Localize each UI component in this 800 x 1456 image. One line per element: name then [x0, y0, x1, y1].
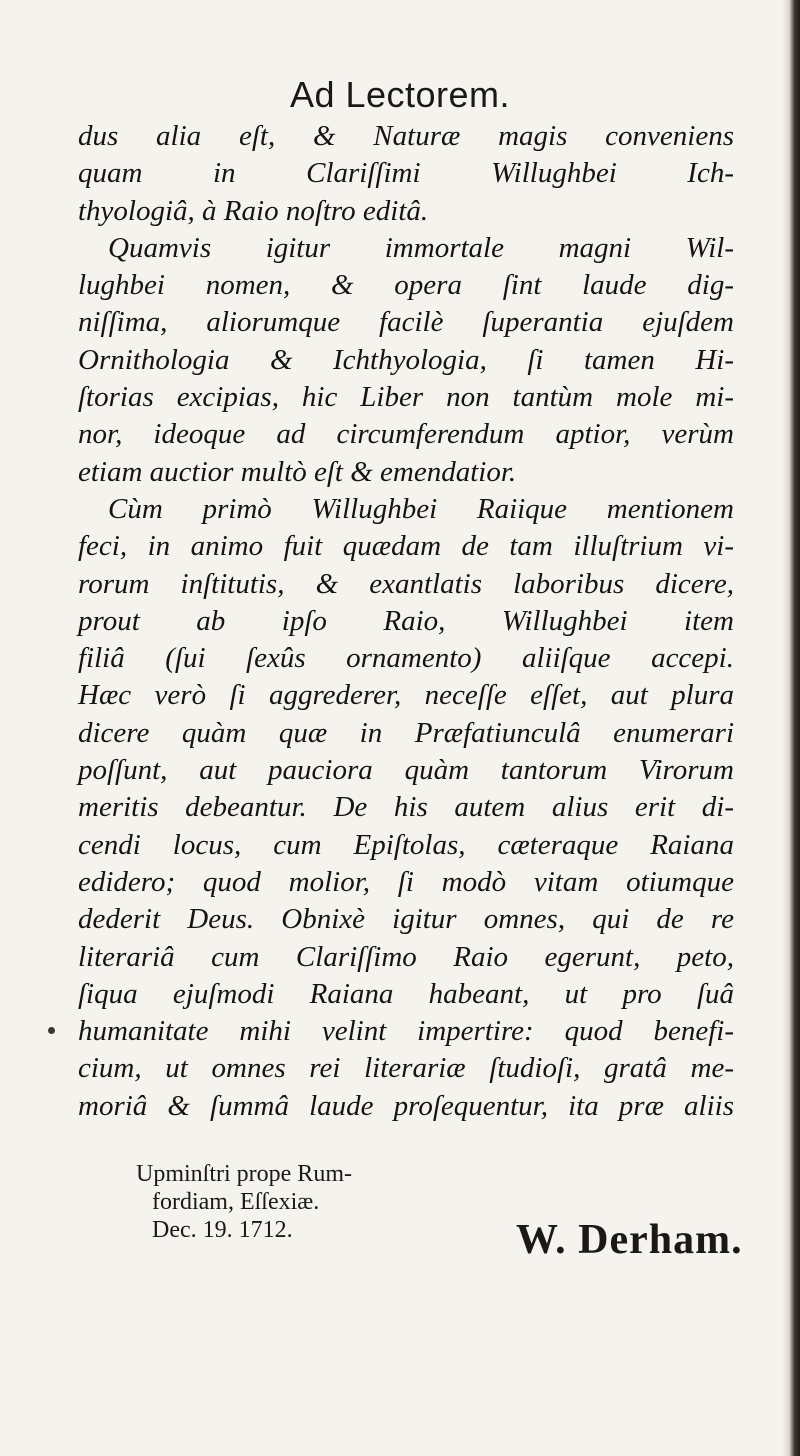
text-line: Ornithologia & Ichthyologia, ſi tamen Hi-: [78, 343, 734, 376]
text-line: nor, ideoque ad circumferendum aptior, verùm: [78, 418, 734, 451]
text-line: cendi locus, cum Epiſtolas, cæteraque Raiana: [78, 828, 734, 861]
text-line: literariâ cum Clariſſimo Raio egerunt, peto,: [78, 940, 734, 973]
place-line: Upminſtri prope Rum-: [136, 1161, 352, 1187]
text-line: meritis debeantur. De his autem alius erit di-: [78, 791, 734, 824]
text-line: cium, ut omnes rei literariæ ſtudioſi, gratâ me-: [78, 1052, 734, 1085]
body-text: [78, 118, 734, 1125]
text-line: Hæc verò ſi aggrederer, neceſſe eſſet, aut plura: [78, 679, 734, 712]
text-line: thyologiâ, à Raio noſtro editâ.: [78, 194, 429, 227]
text-line: edidero; quod molior, ſi modò vitam otiumque: [78, 865, 734, 898]
date-line: Dec. 19. 1712.: [152, 1217, 293, 1243]
page-edge-shadow: [782, 0, 800, 1456]
text-line: lughbei nomen, & opera ſint laude dig-: [78, 269, 734, 302]
text-line: ſiqua ejuſmodi Raiana habeant, ut pro ſuâ: [78, 977, 734, 1010]
text-line: ſtorias excipias, hic Liber non tantùm mole mi-: [78, 381, 734, 414]
text-line: Quamvis igitur immortale magni Wil-: [108, 231, 734, 264]
footer-place-date: [136, 1160, 352, 1244]
text-line: quam in Clariſſimi Willughbei Ich-: [78, 157, 734, 190]
page-header: Ad Lectorem.: [289, 74, 511, 115]
text-line: etiam auctior multò eſt & emendatior.: [78, 455, 517, 488]
signature: W. Derham.: [516, 1217, 743, 1263]
text-line: niſſima, aliorumque facilè ſuperantia ejuſdem: [78, 306, 734, 339]
text-line: moriâ & ſummâ laude proſequentur, ita præ aliis: [78, 1089, 734, 1122]
place-line: fordiam, Eſſexiæ.: [152, 1189, 320, 1215]
text-line: prout ab ipſo Raio, Willughbei item: [78, 604, 734, 637]
margin-mark: [48, 1027, 55, 1034]
text-line: Cùm primò Willughbei Raiique mentionem: [108, 492, 734, 525]
text-line: dus alia eſt, & Naturæ magis conveniens: [78, 120, 734, 152]
text-line: filiâ (ſui ſexûs ornamento) aliiſque accepi.: [78, 642, 734, 675]
text-line: feci, in animo fuit quædam de tam illuſtrium vi-: [78, 530, 734, 563]
text-line: rorum inſtitutis, & exantlatis laboribus dicere,: [78, 567, 734, 600]
text-line: poſſunt, aut pauciora quàm tantorum Virorum: [78, 754, 734, 787]
text-line: dederit Deus. Obnixè igitur omnes, qui de re: [78, 903, 734, 936]
text-line: humanitate mihi velint impertire: quod benefi-: [78, 1015, 734, 1048]
text-line: dicere quàm quæ in Præfatiunculâ enumerari: [78, 716, 734, 749]
